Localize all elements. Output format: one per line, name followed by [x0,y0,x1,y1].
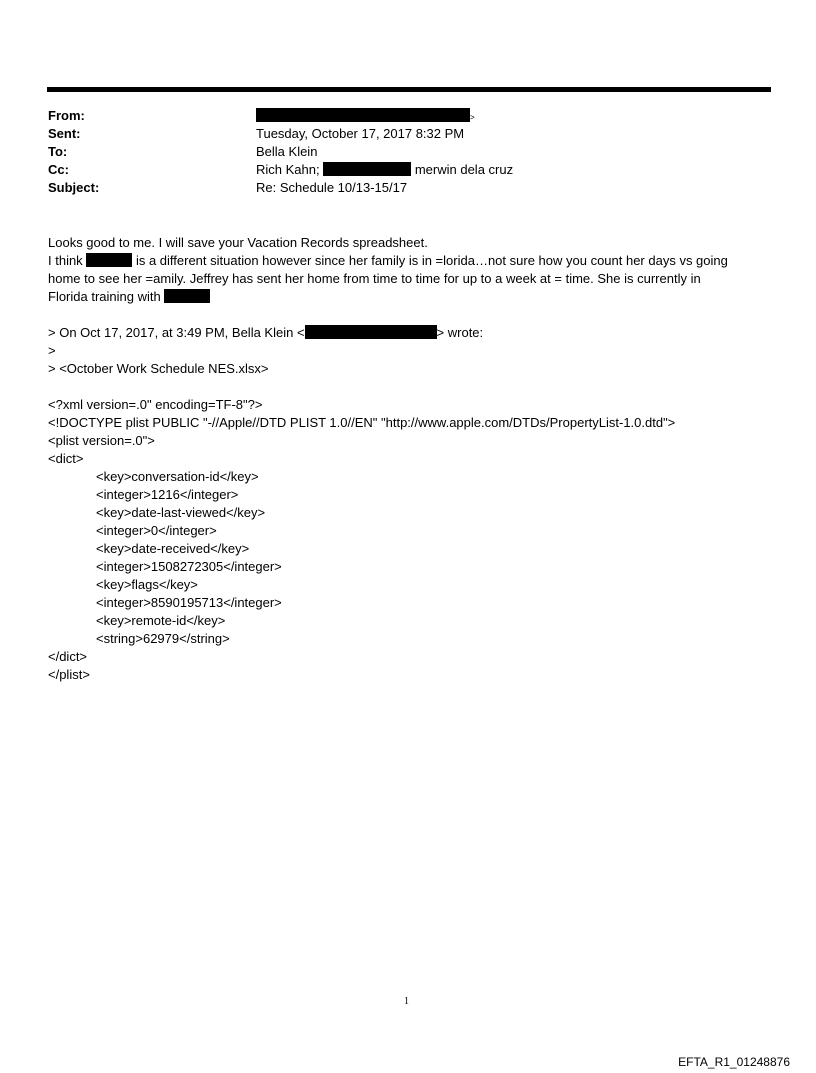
xml-line: </dict> [48,649,88,664]
body-text-fragment: is a different situation however since her family is in =lorida…not sure how you count her days vs going [135,253,728,268]
redaction-box [305,325,437,339]
cc-name-2: merwin dela cruz [414,162,514,177]
sent-value: Tuesday, October 17, 2017 8:32 PM [256,126,465,141]
xml-line: <plist version=.0"> [48,433,155,448]
document-id: EFTA_R1_01248876 [678,1055,790,1069]
xml-line: <integer>1508272305</integer> [96,559,282,574]
xml-line: <integer>0</integer> [96,523,217,538]
redaction-box [323,162,411,176]
xml-line: <integer>1216</integer> [96,487,239,502]
body-text-fragment: I think [48,253,83,268]
subject-label: Subject: [48,180,100,195]
xml-line: <key>date-received</key> [96,541,250,556]
sent-label: Sent: [48,126,81,141]
quote-text-fragment: > wrote: [436,325,484,340]
xml-line: <key>flags</key> [96,577,198,592]
cc-value [256,161,513,179]
xml-line: <key>conversation-id</key> [96,469,259,484]
from-value: > [256,107,475,127]
body-line [48,252,768,270]
spacer [48,378,768,396]
quote-line: > [48,343,56,358]
body-line: home to see her =amily. Jeffrey has sent her home from time to time for up to a week at = time. She is currently in [48,271,701,286]
redaction-box [164,289,210,303]
quote-line [48,324,768,342]
redaction-box [256,108,470,122]
subject-value: Re: Schedule 10/13-15/17 [256,180,408,195]
to-label: To: [48,144,68,159]
message-body [48,234,768,684]
xml-line: <!DOCTYPE plist PUBLIC "-//Apple//DTD PLIST 1.0//EN" "http://www.apple.com/DTDs/PropertyList-1.0.dtd"> [48,415,676,430]
page-number: 1 [404,996,409,1007]
cc-name-1: Rich Kahn; [256,162,320,177]
to-value: Bella Klein [256,144,318,159]
xml-line: <integer>8590195713</integer> [96,595,282,610]
xml-line: <key>remote-id</key> [96,613,226,628]
xml-line: <key>date-last-viewed</key> [96,505,266,520]
body-line [48,288,768,306]
body-text-fragment: Florida training with [48,289,161,304]
xml-line: <string>62979</string> [96,631,230,646]
xml-line: </plist> [48,667,90,682]
body-line: Looks good to me. I will save your Vacation Records spreadsheet. [48,235,428,250]
from-label: From: [48,108,85,123]
spacer [48,306,768,324]
xml-line: <?xml version=.0" encoding=TF-8"?> [48,397,263,412]
quote-line: > <October Work Schedule NES.xlsx> [48,361,269,376]
redaction-box [86,253,132,267]
quote-text-fragment: > On Oct 17, 2017, at 3:49 PM, Bella Klein < [48,325,305,340]
xml-line: <dict> [48,451,84,466]
header-rule [47,87,771,92]
cc-label: Cc: [48,162,69,177]
